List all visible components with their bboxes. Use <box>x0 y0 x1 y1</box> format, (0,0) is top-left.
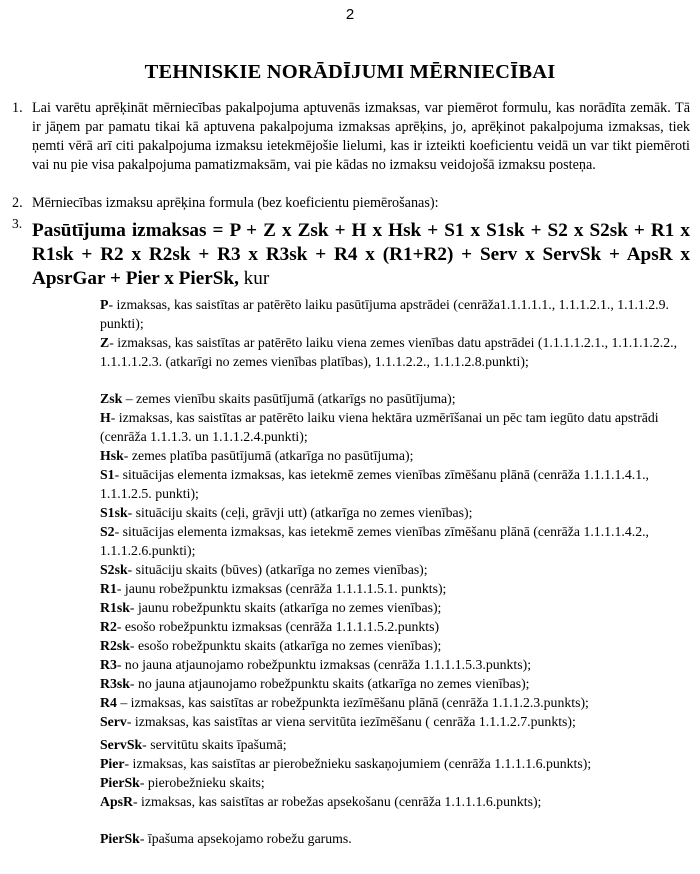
document-title: TEHNISKIE NORĀDĪJUMI MĒRNIECĪBAI <box>144 61 556 83</box>
definition-term: H <box>100 410 111 425</box>
definition-term: S1sk <box>100 505 128 520</box>
definition-item <box>100 674 690 693</box>
list-item <box>12 194 690 213</box>
definition-item <box>100 333 690 371</box>
definition-text: - zemes platība pasūtījumā (atkarīga no pasūtījuma); <box>123 448 414 463</box>
list-item-number: 3. <box>12 216 23 231</box>
definition-item <box>100 389 690 408</box>
definition-text: - izmaksas, kas saistītas ar patērēto laiku pasūtījuma apstrādei (cenrāža1.1.1.1.1., 1.1.1.2.1., 1.1.1.2.9. punkti); <box>100 297 669 331</box>
definition-term: Zsk <box>100 391 123 406</box>
definition-text: - situācijas elementa izmaksas, kas ietekmē zemes vienības zīmēšanu plānā (cenrāža 1.1.1.1.4.2., 1.1.1.2.6.punkti); <box>100 524 649 558</box>
definition-item <box>100 735 690 754</box>
definition-text: - situācijas elementa izmaksas, kas ietekmē zemes vienības zīmēšanu plānā (cenrāža 1.1.1.1.4.1., 1.1.1.2.5. punkti); <box>100 467 649 501</box>
definition-term: S2 <box>100 524 115 539</box>
definition-text: – zemes vienību skaits pasūtījumā (atkarīgs no pasūtījuma); <box>122 391 456 406</box>
definition-text: – izmaksas, kas saistītas ar robežpunkta iezīmēšanu plānā (cenrāža 1.1.1.2.3.punkts); <box>116 695 589 710</box>
definition-term: P <box>100 297 109 312</box>
definition-term: R3sk <box>100 676 130 691</box>
definition-item <box>100 792 690 811</box>
definition-item <box>100 655 690 674</box>
definition-term: PierSk <box>100 831 140 846</box>
definition-text: - jaunu robežpunktu skaits (atkarīga no zemes vienības); <box>129 600 442 615</box>
definition-term: Serv <box>100 714 127 729</box>
definition-term: Hsk <box>100 448 124 463</box>
definition-text: - situāciju skaits (būves) (atkarīga no zemes vienības); <box>127 562 428 577</box>
definition-term: Z <box>100 335 110 350</box>
definition-text: - no jauna atjaunojamo robežpunktu izmaksas (cenrāža 1.1.1.1.5.3.punkts); <box>116 657 532 672</box>
list-item-number: 1. <box>12 100 23 116</box>
definition-item <box>100 522 690 560</box>
definition-term: R2 <box>100 619 117 634</box>
formula-expression: Pasūtījuma izmaksas = P + Z x Zsk + H x Hsk + S1 x S1sk + S2 x S2sk + R1 x R1sk + R2 x R2sk + R3 x R3sk + R4 x (R1+R2) + Serv x ServSk + ApsR x ApsrGar + Pier x PierSk, <box>32 220 690 289</box>
definition-text: - no jauna atjaunojamo robežpunktu skaits (atkarīga no zemes vienības); <box>129 676 530 691</box>
definition-text: - īpašuma apsekojamo robežu garums. <box>139 831 352 846</box>
list-item <box>12 99 690 175</box>
definition-text: - izmaksas, kas saistītas ar patērēto laiku viena zemes vienības datu apstrādei (1.1.1.1.2.1., 1.1.1.1.2.2., 1.1.1.1.2.3. (atkarīgi no zemes vienības platības), 1.1.1.2.2., 1.1.1.2.8.punkti); <box>100 335 678 369</box>
definition-item <box>100 693 690 712</box>
definition-item <box>100 579 690 598</box>
definition-term: R4 <box>100 695 117 710</box>
definition-text: - jaunu robežpunktu izmaksas (cenrāža 1.1.1.1.5.1. punkts); <box>116 581 447 596</box>
definitions-list <box>100 295 690 848</box>
list-item-number: 2. <box>12 195 23 211</box>
definition-term: S2sk <box>100 562 128 577</box>
list-item <box>12 216 690 291</box>
formula-tail: kur <box>238 268 270 289</box>
definition-item <box>100 560 690 579</box>
definition-item <box>100 617 690 636</box>
definition-text: - situāciju skaits (ceļi, grāvji utt) (atkarīga no zemes vienības); <box>127 505 473 520</box>
definition-item <box>100 636 690 655</box>
definition-term: S1 <box>100 467 115 482</box>
definition-item <box>100 712 690 731</box>
definition-term: R1 <box>100 581 117 596</box>
definition-text: - pierobežnieku skaits; <box>139 775 265 790</box>
definition-text: - izmaksas, kas saistītas ar robežas apsekošanu (cenrāža 1.1.1.1.6.punkts); <box>132 794 542 809</box>
definition-item <box>100 773 690 792</box>
definition-term: ServSk <box>100 737 143 752</box>
definition-term: R3 <box>100 657 117 672</box>
list-item-text: Mērniecības izmaksu aprēķina formula (bez koeficientu piemērošanas): <box>32 195 439 211</box>
definition-item <box>100 408 690 446</box>
definition-item <box>100 465 690 503</box>
definition-item <box>100 754 690 773</box>
definition-term: R1sk <box>100 600 130 615</box>
cost-formula <box>32 219 690 291</box>
definition-item <box>100 503 690 522</box>
definition-term: Pier <box>100 756 125 771</box>
definition-term: PierSk <box>100 775 140 790</box>
definition-item <box>100 829 690 848</box>
definition-text: - servitūtu skaits īpašumā; <box>142 737 287 752</box>
definition-text: - izmaksas, kas saistītas ar viena servitūta iezīmēšanu ( cenrāža 1.1.1.2.7.punkts); <box>126 714 576 729</box>
definition-item <box>100 446 690 465</box>
definition-text: - izmaksas, kas saistītas ar patērēto laiku viena hektāra uzmērīšanai un pēc tam iegūto datu apstrādi (cenrāža 1.1.1.3. un 1.1.1.2.4.punkti); <box>100 410 659 444</box>
definition-text: - esošo robežpunktu skaits (atkarīga no zemes vienības); <box>129 638 442 653</box>
definition-term: R2sk <box>100 638 130 653</box>
definition-item <box>100 295 690 333</box>
definition-item <box>100 598 690 617</box>
definition-text: - izmaksas, kas saistītas ar pierobežnieku saskaņojumiem (cenrāža 1.1.1.1.6.punkts); <box>124 756 592 771</box>
definition-term: ApsR <box>100 794 133 809</box>
page-number: 2 <box>345 6 355 23</box>
definition-text: - esošo robežpunktu izmaksas (cenrāža 1.1.1.1.5.2.punkts) <box>116 619 440 634</box>
list-item-text: Lai varētu aprēķināt mērniecības pakalpojuma aptuvenās izmaksas, var piemērot formulu, kas norādīta zemāk. Tā ir jāņem par pamatu tikai kā aptuvena pakalpojuma izmaksas aprēķins, jo, aprēķinot pakalpojuma izmaksas, tiek ņemti vērā arī citi pakalpojuma izmaksu ietekmējošie lielumi, kas ir izteikti koeficientu veidā un var tikt piemēroti vai nu pie visa pakalpojuma pamatizmaksām, vai pie kādas no izmaksu veidojošā izmaksu posteņa. <box>32 100 690 173</box>
